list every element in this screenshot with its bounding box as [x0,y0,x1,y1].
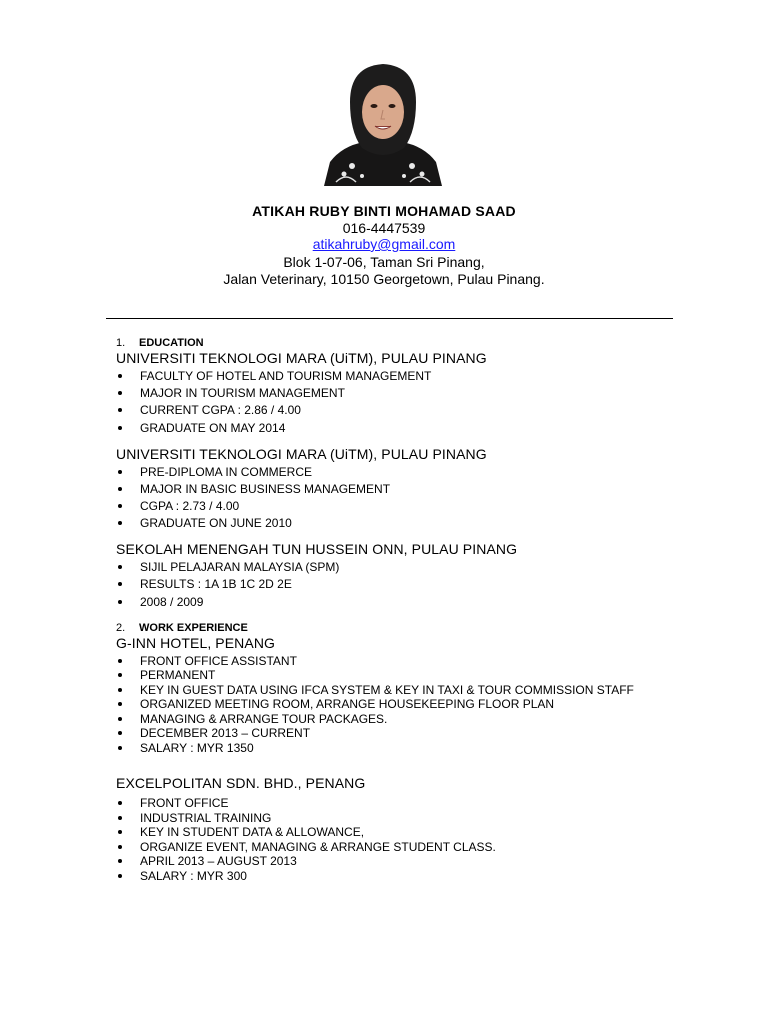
profile-photo [322,62,444,186]
list-item: FACULTY OF HOTEL AND TOURISM MANAGEMENT [116,369,676,383]
list-item: MAJOR IN TOURISM MANAGEMENT [116,386,676,400]
section-heading-education [116,336,676,350]
list-item: RESULTS : 1A 1B 1C 2D 2E [116,577,676,591]
email-link[interactable]: atikahruby@gmail.com [312,236,456,252]
phone-number: 016-4447539 [342,220,426,236]
address-line-2: Jalan Veterinary, 10150 Georgetown, Pulau Pinang. [223,271,545,287]
institution-title: SEKOLAH MENENGAH TUN HUSSEIN ONN, PULAU PINANG [116,541,518,558]
list-item: 2008 / 2009 [116,595,676,609]
section-number: 1. [116,337,126,349]
list-item: PRE-DIPLOMA IN COMMERCE [116,465,676,479]
list-item: SIJIL PELAJARAN MALAYSIA (SPM) [116,560,676,574]
section-number: 2. [116,621,126,634]
list-item: SALARY : MYR 1350 [116,741,676,755]
list-item: APRIL 2013 – AUGUST 2013 [116,854,676,868]
section-title: EDUCATION [139,337,204,349]
profile-photo-illustration [322,62,444,186]
list-item: FRONT OFFICE [116,796,676,810]
item-list [116,369,676,435]
institution-title: UNIVERSITI TEKNOLOGI MARA (UiTM), PULAU PINANG [116,350,487,366]
institution-title: UNIVERSITI TEKNOLOGI MARA (UiTM), PULAU PINANG [116,445,487,462]
section-heading-work-experience [116,621,676,635]
list-item: CURRENT CGPA : 2.86 / 4.00 [116,403,676,417]
candidate-name: ATIKAH RUBY BINTI MOHAMAD SAAD [252,203,516,219]
item-list [116,796,676,883]
list-item: ORGANIZE EVENT, MANAGING & ARRANGE STUDENT CLASS. [116,840,676,854]
list-item: INDUSTRIAL TRAINING [116,811,676,825]
list-item: KEY IN GUEST DATA USING IFCA SYSTEM & KEY IN TAXI & TOUR COMMISSION STAFF [116,683,676,697]
list-item: GRADUATE ON MAY 2014 [116,421,676,435]
list-item: FRONT OFFICE ASSISTANT [116,654,676,668]
list-item: ORGANIZED MEETING ROOM, ARRANGE HOUSEKEEPING FLOOR PLAN [116,697,676,711]
list-item: MAJOR IN BASIC BUSINESS MANAGEMENT [116,482,676,496]
list-item: DECEMBER 2013 – CURRENT [116,726,676,740]
item-list [116,560,676,608]
list-item: SALARY : MYR 300 [116,869,676,883]
resume-body [116,336,676,884]
institution-title: G-INN HOTEL, PENANG [116,634,276,651]
header-divider [106,318,673,319]
item-list [116,465,676,531]
list-item: CGPA : 2.73 / 4.00 [116,499,676,513]
list-item: KEY IN STUDENT DATA & ALLOWANCE, [116,825,676,839]
institution-title: EXCELPOLITAN SDN. BHD., PENANG [116,775,366,792]
list-item: GRADUATE ON JUNE 2010 [116,516,676,530]
email-row [0,236,768,253]
address-line-1: Blok 1-07-06, Taman Sri Pinang, [283,254,485,270]
section-title: WORK EXPERIENCE [139,621,248,634]
list-item: MANAGING & ARRANGE TOUR PACKAGES. [116,712,676,726]
list-item: PERMANENT [116,668,676,682]
item-list [116,654,676,756]
